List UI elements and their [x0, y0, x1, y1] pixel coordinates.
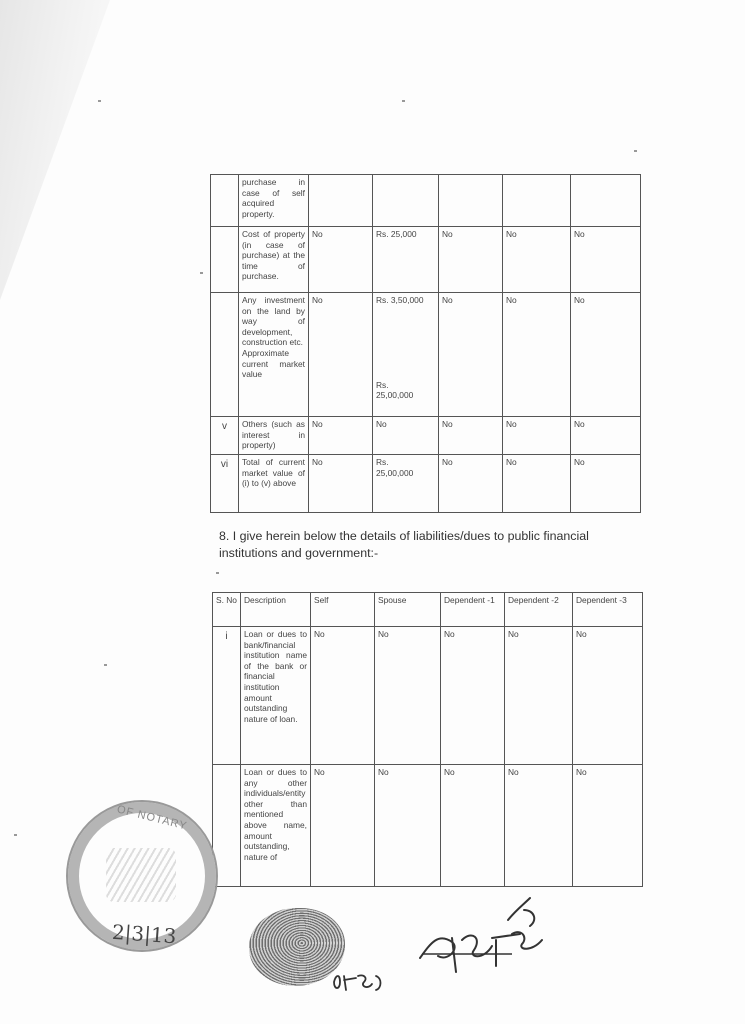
table-row	[213, 765, 643, 887]
description-cell: Others (such as interest in property)	[239, 417, 309, 455]
dependent-2-cell: No	[505, 765, 573, 887]
scan-speck	[216, 572, 219, 574]
spouse-cell: No	[375, 765, 441, 887]
scan-speck	[634, 150, 637, 152]
dependent-3-cell: No	[571, 293, 641, 417]
description-cell: Cost of property (in case of purchase) at the time of purchase.	[239, 227, 309, 293]
description-cell: Any investment on the land by way of development, construction etc. Approximate current market value	[239, 293, 309, 417]
scan-speck	[14, 834, 17, 836]
spouse-cell	[373, 175, 439, 227]
sno-cell: v	[211, 417, 239, 455]
sno-cell: vi	[211, 455, 239, 513]
spouse-cell: No	[375, 627, 441, 765]
signature-note-image	[330, 968, 386, 996]
scan-speck	[104, 664, 107, 666]
header-description: Description	[241, 593, 311, 627]
dependent-1-cell: No	[439, 455, 503, 513]
self-cell: No	[309, 417, 373, 455]
header-dependent-1: Dependent -1	[441, 593, 505, 627]
self-cell: No	[309, 293, 373, 417]
header-sno: S. No	[213, 593, 241, 627]
dependent-2-cell: No	[503, 227, 571, 293]
spouse-cell: Rs. 25,00,000	[373, 455, 439, 513]
dependent-2-cell: No	[503, 455, 571, 513]
sno-cell	[211, 175, 239, 227]
dependent-1-cell: No	[441, 627, 505, 765]
sno-cell: i	[213, 627, 241, 765]
signature-image	[412, 880, 552, 980]
table-row	[211, 417, 641, 455]
liabilities-heading: 8. I give herein below the details of liabilities/dues to public financial institutions and government:-	[219, 529, 589, 560]
dependent-1-cell: No	[439, 293, 503, 417]
scan-speck	[98, 100, 101, 102]
dependent-1-cell	[439, 175, 503, 227]
scan-speck	[200, 272, 203, 274]
self-cell: No	[311, 765, 375, 887]
stamp-text: OF NOTARY	[115, 803, 189, 833]
description-cell: purchase in case of self acquired property.	[239, 175, 309, 227]
dependent-3-cell: No	[573, 765, 643, 887]
description-cell: Total of current market value of (i) to (v) above	[239, 455, 309, 513]
header-spouse: Spouse	[375, 593, 441, 627]
assets-table	[210, 174, 641, 513]
scan-speck	[402, 100, 405, 102]
self-cell: No	[309, 227, 373, 293]
dependent-1-cell: No	[439, 227, 503, 293]
dependent-2-cell: No	[503, 417, 571, 455]
dependent-3-cell: No	[573, 627, 643, 765]
dependent-2-cell	[503, 175, 571, 227]
table-row	[211, 293, 641, 417]
table-header-row	[213, 593, 643, 627]
dependent-1-cell: No	[439, 417, 503, 455]
dependent-3-cell: No	[571, 455, 641, 513]
dependent-2-cell: No	[505, 627, 573, 765]
stamp-handwritten-date: 2|3|13	[111, 919, 178, 949]
stamp-seal-pattern	[106, 848, 176, 902]
spouse-cell: Rs. 25,000	[373, 227, 439, 293]
table-row	[213, 627, 643, 765]
table-row	[211, 175, 641, 227]
dependent-1-cell: No	[441, 765, 505, 887]
table-row	[211, 455, 641, 513]
dependent-3-cell: No	[571, 227, 641, 293]
header-dependent-2: Dependent -2	[505, 593, 573, 627]
dependent-3-cell: No	[571, 417, 641, 455]
sno-cell	[211, 293, 239, 417]
liabilities-table	[212, 592, 643, 887]
sno-cell	[211, 227, 239, 293]
description-cell: Loan or dues to any other individuals/entity other than mentioned above name, amount outstanding, nature of	[241, 765, 311, 887]
self-cell: No	[311, 627, 375, 765]
header-self: Self	[311, 593, 375, 627]
header-dependent-3: Dependent -3	[573, 593, 643, 627]
self-cell: No	[309, 455, 373, 513]
self-cell	[309, 175, 373, 227]
dependent-2-cell: No	[503, 293, 571, 417]
description-cell: Loan or dues to bank/financial institution name of the bank or financial institution amount outstanding nature of loan.	[241, 627, 311, 765]
spouse-cell: No	[373, 417, 439, 455]
table-row	[211, 227, 641, 293]
spouse-cell: Rs. 3,50,000 Rs. 25,00,000	[373, 293, 439, 417]
page-fold-shadow	[0, 0, 110, 300]
dependent-3-cell	[571, 175, 641, 227]
